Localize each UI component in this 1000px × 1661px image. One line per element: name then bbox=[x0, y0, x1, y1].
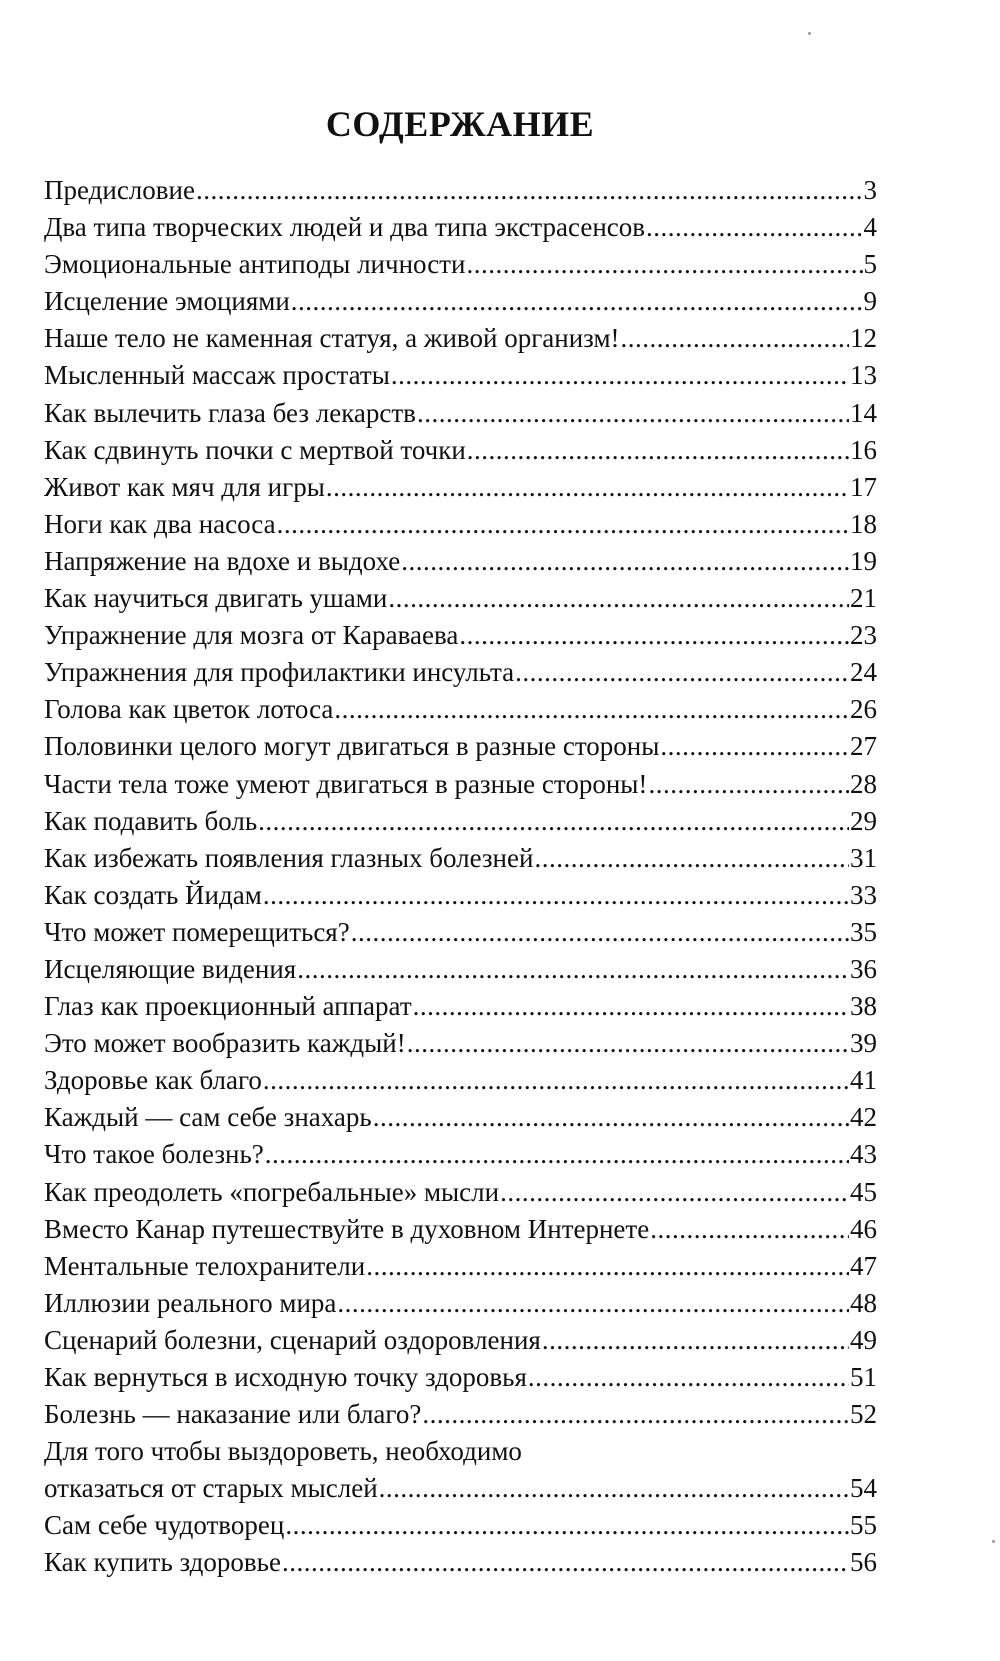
toc-page-number: 28 bbox=[850, 768, 877, 799]
toc-page-number: 48 bbox=[850, 1287, 877, 1318]
toc-entry-title: Как сдвинуть почки с мертвой точки bbox=[44, 434, 466, 465]
toc-leader-dots bbox=[401, 543, 849, 580]
toc-page-number: 52 bbox=[850, 1399, 877, 1430]
toc-entry-title: Здоровье как благо bbox=[44, 1065, 262, 1096]
toc-leader-dots bbox=[660, 728, 849, 765]
toc-entry bbox=[44, 283, 877, 320]
toc-leader-dots bbox=[534, 840, 849, 877]
toc-entry-title: Живот как мяч для игры bbox=[44, 471, 325, 502]
toc-entry-title: Части тела тоже умеют двигаться в разные стороны! bbox=[44, 768, 648, 799]
toc-entry bbox=[44, 172, 877, 209]
toc-page-number: 23 bbox=[850, 620, 877, 651]
toc-entry bbox=[44, 1433, 877, 1470]
toc-leader-dots bbox=[277, 506, 849, 543]
toc-leader-dots bbox=[528, 1359, 849, 1396]
toc-entry bbox=[44, 1507, 877, 1544]
toc-page-number: 56 bbox=[850, 1547, 877, 1578]
table-of-contents bbox=[44, 172, 877, 1582]
toc-entry bbox=[44, 246, 877, 283]
toc-leader-dots bbox=[196, 172, 863, 209]
toc-leader-dots bbox=[407, 1025, 849, 1062]
toc-page-number: 39 bbox=[850, 1028, 877, 1059]
toc-entry-title: Как избежать появления глазных болезней bbox=[44, 842, 534, 873]
toc-leader-dots bbox=[413, 988, 849, 1025]
toc-leader-dots bbox=[258, 803, 849, 840]
toc-entry bbox=[44, 1396, 877, 1433]
toc-entry-title: Каждый — сам себе знахарь bbox=[44, 1102, 372, 1133]
toc-leader-dots bbox=[326, 469, 849, 506]
toc-leader-dots bbox=[337, 1285, 849, 1322]
toc-entry bbox=[44, 654, 877, 691]
toc-entry-title: Как подавить боль bbox=[44, 805, 258, 836]
toc-entry-title: Сценарий болезни, сценарий оздоровления bbox=[44, 1324, 541, 1355]
toc-entry-title: Что может померещиться? bbox=[44, 916, 350, 947]
toc-entry-title: Иллюзии реального мира bbox=[44, 1287, 337, 1318]
toc-entry-title: Упражнение для мозга от Караваева bbox=[44, 620, 459, 651]
toc-entry bbox=[44, 691, 877, 728]
toc-page-number: 46 bbox=[850, 1213, 877, 1244]
toc-page-number: 9 bbox=[863, 286, 877, 317]
toc-entry bbox=[44, 1322, 877, 1359]
toc-leader-dots bbox=[282, 1544, 849, 1581]
toc-entry-title: Глаз как проекционный аппарат bbox=[44, 991, 412, 1022]
toc-entry-title: Голова как цветок лотоса bbox=[44, 694, 334, 725]
toc-leader-dots bbox=[466, 246, 862, 283]
toc-leader-dots bbox=[500, 1174, 849, 1211]
toc-entry bbox=[44, 1136, 877, 1173]
toc-page-number: 5 bbox=[863, 249, 877, 280]
print-speck bbox=[992, 1540, 995, 1543]
toc-page-number: 4 bbox=[863, 212, 877, 243]
toc-entry bbox=[44, 728, 877, 765]
toc-entry-title: Как преодолеть «погребальные» мысли bbox=[44, 1176, 500, 1207]
toc-leader-dots bbox=[291, 283, 863, 320]
toc-leader-dots bbox=[515, 654, 849, 691]
toc-leader-dots bbox=[351, 914, 849, 951]
toc-entry bbox=[44, 803, 877, 840]
toc-leader-dots bbox=[285, 1507, 849, 1544]
toc-entry-title: Как вернуться в исходную точку здоровья bbox=[44, 1362, 527, 1392]
toc-leader-dots bbox=[417, 395, 849, 432]
toc-entry bbox=[44, 469, 877, 506]
toc-leader-dots bbox=[263, 877, 849, 914]
toc-page-number: 19 bbox=[850, 545, 877, 576]
toc-leader-dots bbox=[334, 691, 849, 728]
toc-entry-title: Болезнь — наказание или благо? bbox=[44, 1399, 422, 1430]
toc-entry bbox=[44, 432, 877, 469]
toc-leader-dots bbox=[459, 617, 849, 654]
toc-entry bbox=[44, 506, 877, 543]
toc-leader-dots bbox=[379, 1470, 849, 1507]
toc-page-number: 21 bbox=[850, 583, 877, 614]
toc-page-number: 51 bbox=[850, 1362, 877, 1392]
toc-entry bbox=[44, 1285, 877, 1322]
toc-entry bbox=[44, 766, 877, 803]
toc-entry bbox=[44, 1062, 877, 1099]
toc-leader-dots bbox=[422, 1396, 849, 1433]
toc-entry bbox=[44, 320, 877, 357]
toc-entry bbox=[44, 877, 877, 914]
toc-page-number: 47 bbox=[850, 1250, 877, 1281]
toc-entry-title: Как вылечить глаза без лекарств bbox=[44, 397, 416, 428]
toc-page-number: 14 bbox=[850, 397, 877, 428]
toc-leader-dots bbox=[650, 1211, 849, 1248]
toc-entry-title: Два типа творческих людей и два типа экстрасенсов bbox=[44, 212, 646, 243]
toc-leader-dots bbox=[373, 1099, 849, 1136]
toc-entry bbox=[44, 1211, 877, 1248]
toc-page-number: 24 bbox=[850, 657, 877, 688]
toc-entry-title: Что такое болезнь? bbox=[44, 1139, 264, 1170]
toc-page-number: 27 bbox=[850, 731, 877, 762]
page-title: СОДЕРЖАНИЕ bbox=[325, 104, 595, 144]
toc-entry bbox=[44, 617, 877, 654]
toc-entry-title: Это может вообразить каждый! bbox=[44, 1028, 406, 1059]
toc-entry bbox=[44, 1174, 877, 1211]
toc-entry-title: Исцеляющие видения bbox=[44, 953, 297, 984]
toc-entry bbox=[44, 580, 877, 617]
toc-entry-title: отказаться от старых мыслей bbox=[44, 1473, 378, 1504]
toc-entry-title: Как создать Йидам bbox=[44, 879, 262, 910]
toc-page-number: 31 bbox=[850, 842, 877, 873]
toc-entry bbox=[44, 1248, 877, 1285]
toc-page-number: 42 bbox=[850, 1102, 877, 1133]
toc-entry-title: Исцеление эмоциями bbox=[44, 286, 290, 317]
toc-entry bbox=[44, 1359, 877, 1396]
toc-page-number: 13 bbox=[850, 360, 877, 391]
toc-entry-title: Половинки целого могут двигаться в разные стороны bbox=[44, 731, 660, 762]
toc-page-number: 29 bbox=[850, 805, 877, 836]
toc-entry bbox=[44, 395, 877, 432]
toc-entry bbox=[44, 1470, 877, 1507]
toc-page-number: 38 bbox=[850, 991, 877, 1022]
toc-leader-dots bbox=[265, 1136, 849, 1173]
toc-entry bbox=[44, 543, 877, 580]
toc-entry bbox=[44, 209, 877, 246]
toc-page-number: 12 bbox=[850, 323, 877, 354]
toc-entry-title: Мысленный массаж простаты bbox=[44, 360, 390, 391]
toc-entry bbox=[44, 840, 877, 877]
toc-leader-dots bbox=[366, 1248, 849, 1285]
toc-page-number: 43 bbox=[850, 1139, 877, 1170]
toc-page-number: 3 bbox=[863, 175, 877, 205]
toc-page-number: 16 bbox=[850, 434, 877, 465]
toc-entry-title: Напряжение на вдохе и выдохе bbox=[44, 545, 401, 576]
toc-entry-title: Как научиться двигать ушами bbox=[44, 583, 388, 614]
toc-leader-dots bbox=[388, 580, 849, 617]
toc-leader-dots bbox=[648, 766, 849, 803]
print-speck bbox=[808, 32, 811, 35]
toc-page-number: 17 bbox=[850, 471, 877, 502]
toc-page-number: 55 bbox=[850, 1510, 877, 1541]
toc-entry-title: Эмоциональные антиподы личности bbox=[44, 249, 466, 280]
toc-entry bbox=[44, 988, 877, 1025]
toc-leader-dots bbox=[621, 320, 849, 357]
toc-page-number: 36 bbox=[850, 953, 877, 984]
toc-entry-title: Предисловие bbox=[44, 175, 195, 205]
toc-leader-dots bbox=[542, 1322, 849, 1359]
toc-entry-title: Ментальные телохранители bbox=[44, 1250, 366, 1281]
toc-entry bbox=[44, 1544, 877, 1581]
toc-page-number: 26 bbox=[850, 694, 877, 725]
toc-page-number: 45 bbox=[850, 1176, 877, 1207]
toc-page-number: 18 bbox=[850, 508, 877, 539]
toc-page-number: 33 bbox=[850, 879, 877, 910]
toc-leader-dots bbox=[391, 357, 849, 394]
toc-leader-dots bbox=[646, 209, 862, 246]
toc-entry-title: Для того чтобы выздороветь, необходимо bbox=[44, 1436, 522, 1467]
toc-page-number: 49 bbox=[850, 1324, 877, 1355]
toc-entry-title: Вместо Канар путешествуйте в духовном Интернете bbox=[44, 1213, 650, 1244]
toc-entry bbox=[44, 1099, 877, 1136]
toc-entry-title: Ноги как два насоса bbox=[44, 508, 276, 539]
toc-entry bbox=[44, 1025, 877, 1062]
toc-entry-title: Сам себе чудотворец bbox=[44, 1510, 285, 1541]
toc-page-number: 41 bbox=[850, 1065, 877, 1096]
toc-page-number: 35 bbox=[850, 916, 877, 947]
toc-entry-title: Упражнения для профилактики инсульта bbox=[44, 657, 515, 688]
toc-leader-dots bbox=[263, 1062, 849, 1099]
toc-entry bbox=[44, 357, 877, 394]
toc-leader-dots bbox=[467, 432, 849, 469]
toc-entry bbox=[44, 914, 877, 951]
toc-leader-dots bbox=[297, 951, 849, 988]
toc-entry-title: Как купить здоровье bbox=[44, 1547, 281, 1578]
toc-entry bbox=[44, 951, 877, 988]
toc-page-number: 54 bbox=[850, 1473, 877, 1504]
toc-entry-title: Наше тело не каменная статуя, а живой организм! bbox=[44, 323, 620, 354]
